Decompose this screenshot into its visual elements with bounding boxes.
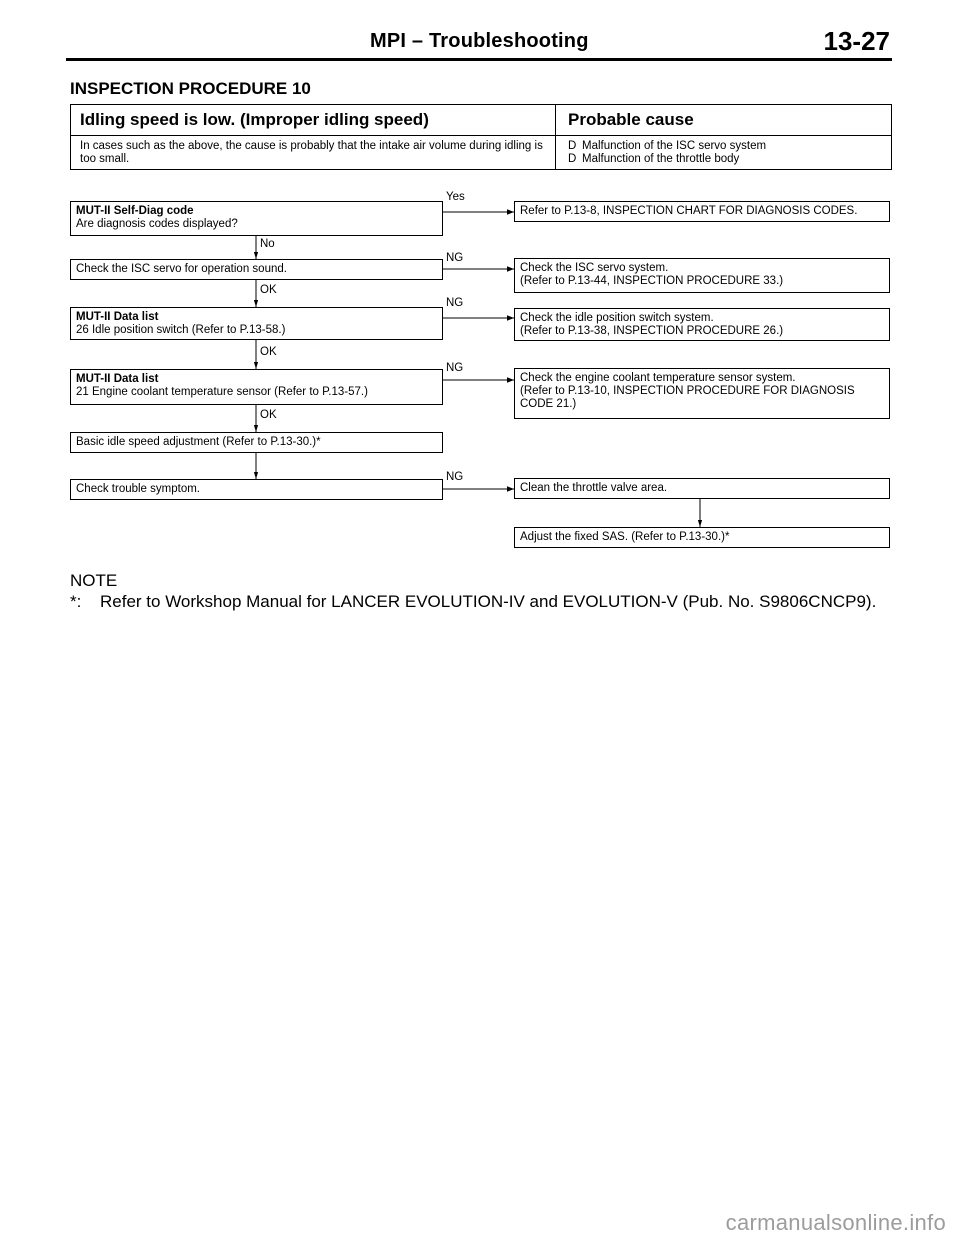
- step-check-trouble-symptom: Check trouble symptom.: [70, 479, 443, 500]
- watermark: carmanualsonline.info: [725, 1210, 946, 1235]
- note-asterisk: *:: [70, 592, 82, 611]
- check-isc-servo-system-box: Check the ISC servo system. (Refer to P.13-44, INSPECTION PROCEDURE 33.): [514, 258, 890, 293]
- refer-diagnosis-codes-box: Refer to P.13-8, INSPECTION CHART FOR DIAGNOSIS CODES.: [514, 201, 890, 222]
- page-header-title: MPI – Troubleshooting: [370, 30, 589, 52]
- step-title: MUT-II Data list: [76, 373, 159, 385]
- step-text: Are diagnosis codes displayed?: [76, 218, 238, 230]
- no-label: No: [260, 238, 275, 250]
- step-self-diag-code: [70, 201, 443, 236]
- symptom-header: Idling speed is low. (Improper idling speed): [80, 110, 429, 129]
- step-title: MUT-II Self-Diag code: [76, 205, 194, 217]
- cause-item: D Malfunction of the ISC servo system: [568, 140, 767, 152]
- check-idle-position-switch-box: Check the idle position switch system. (Refer to P.13-38, INSPECTION PROCEDURE 26.): [514, 308, 890, 341]
- ng-label: NG: [446, 252, 464, 264]
- procedure-title: INSPECTION PROCEDURE 10: [70, 79, 311, 98]
- step-isc-servo-sound: Check the ISC servo for operation sound.: [70, 259, 443, 280]
- note-title: NOTE: [70, 571, 118, 590]
- symptom-description: In cases such as the above, the cause is probably that the intake air volume during idling is too small.: [80, 140, 543, 165]
- ok-label: OK: [260, 409, 277, 421]
- step-text: 21 Engine coolant temperature sensor (Refer to P.13-57.): [76, 386, 368, 398]
- check-coolant-temp-sensor-box: Check the engine coolant temperature sensor system. (Refer to P.13-10, INSPECTION PROCEDURE FOR DIAGNOSIS CODE 21.): [514, 368, 890, 419]
- adjust-fixed-sas-box: Adjust the fixed SAS. (Refer to P.13-30.)*: [514, 527, 890, 548]
- step-basic-idle-adjustment: Basic idle speed adjustment (Refer to P.13-30.)*: [70, 432, 443, 453]
- page-number: 13-27: [823, 26, 890, 56]
- ng-label: NG: [446, 362, 464, 374]
- step-coolant-temp-sensor: [70, 369, 443, 405]
- step-idle-position-switch: [70, 307, 443, 340]
- step-title: MUT-II Data list: [76, 311, 159, 323]
- note-text: Refer to Workshop Manual for LANCER EVOLUTION-IV and EVOLUTION-V (Pub. No. S9806CNCP9).: [100, 592, 877, 611]
- ok-label: OK: [260, 284, 277, 296]
- ok-label: OK: [260, 346, 277, 358]
- yes-label: Yes: [446, 191, 465, 203]
- bullet-icon: D: [568, 153, 577, 165]
- clean-throttle-valve-box: Clean the throttle valve area.: [514, 478, 890, 499]
- bullet-icon: D: [568, 140, 577, 152]
- ng-label: NG: [446, 297, 464, 309]
- cause-item: D Malfunction of the throttle body: [568, 153, 740, 165]
- step-text: 26 Idle position switch (Refer to P.13-58.): [76, 324, 286, 336]
- ng-label: NG: [446, 471, 464, 483]
- probable-cause-header: Probable cause: [568, 110, 694, 129]
